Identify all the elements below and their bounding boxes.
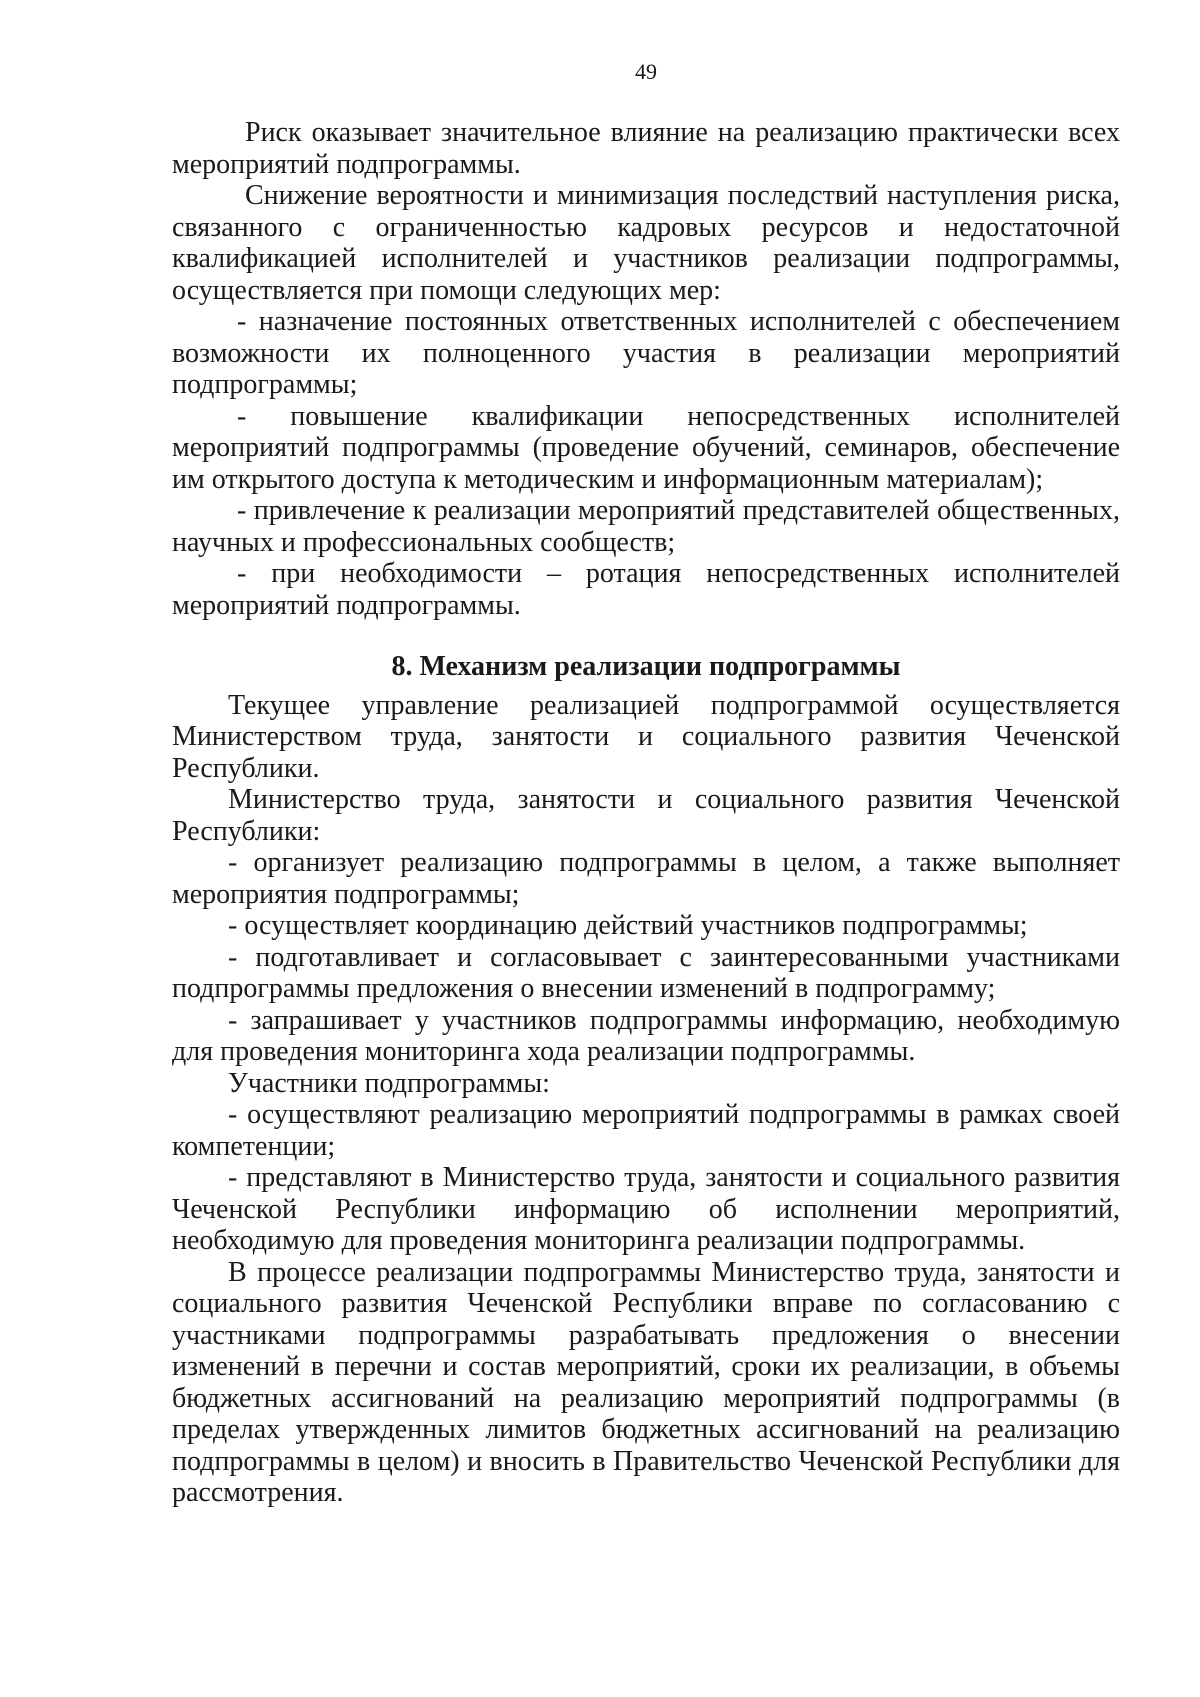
list-item: - повышение квалификации непосредственных исполнителей мероприятий подпрограммы (проведение обучений, семинаров, обеспечение им открытого доступа к методическим и информационным материалам); bbox=[172, 400, 1120, 495]
list-item: - осуществляет координацию действий участников подпрограммы; bbox=[228, 910, 1028, 941]
page-number: 49 bbox=[635, 59, 657, 84]
paragraph-ministry-intro: Министерство труда, занятости и социального развития Чеченской Республики: bbox=[172, 784, 1120, 847]
list-item: - организует реализацию подпрограммы в целом, а также выполняет мероприятия подпрограммы; bbox=[172, 847, 1120, 910]
list-item: - запрашивает у участников подпрограммы информацию, необходимую для проведения мониторинга хода реализации подпрограммы. bbox=[172, 1004, 1120, 1067]
list-item: - при необходимости – ротация непосредственных исполнителей мероприятий подпрограммы. bbox=[172, 558, 1120, 621]
list-item: - привлечение к реализации мероприятий представителей общественных, научных и профессиональных сообществ; bbox=[172, 495, 1120, 558]
paragraph-participants-intro: Участники подпрограммы: bbox=[228, 1067, 550, 1099]
paragraph-risk-mitigation: Снижение вероятности и минимизация последствий наступления риска, связанного с ограниченностью кадровых ресурсов и недостаточной квалификацией исполнителей и участников реализации подпрограммы, осуществляется при помощи следующих мер: bbox=[172, 180, 1120, 306]
list-item: - осуществляют реализацию мероприятий подпрограммы в рамках своей компетенции; bbox=[172, 1099, 1120, 1162]
document-body bbox=[172, 117, 1120, 1509]
list-item: - подготавливает и согласовывает с заинтересованными участниками подпрограммы предложения о внесении изменений в подпрограмму; bbox=[172, 941, 1120, 1004]
list-item: - представляют в Министерство труда, занятости и социального развития Чеченской Республики информацию об исполнении мероприятий, необходимую для проведения мониторинга реализации подпрограммы. bbox=[172, 1162, 1120, 1256]
list-item: - назначение постоянных ответственных исполнителей с обеспечением возможности их полноценного участия в реализации мероприятий подпрограммы; bbox=[172, 306, 1120, 400]
paragraph-current-management: Текущее управление реализацией подпрограммой осуществляется Министерством труда, занятости и социального развития Чеченской Республики. bbox=[172, 689, 1120, 784]
paragraph-amendments-process: В процессе реализации подпрограммы Министерство труда, занятости и социального развития Чеченской Республики вправе по согласованию с участниками подпрограммы разрабатывать предложения о внесении изменений в перечни и состав мероприятий, сроки их реализации, в объемы бюджетных ассигнований на реализацию мероприятий подпрограммы (в пределах утвержденных лимитов бюджетных ассигнований на реализацию подпрограммы в целом) и вносить в Правительство Чеченской Республики для рассмотрения. bbox=[172, 1256, 1120, 1508]
section-heading: 8. Механизм реализации подпрограммы bbox=[391, 651, 901, 682]
paragraph-risk-influence: Риск оказывает значительное влияние на реализацию практически всех мероприятий подпрограммы. bbox=[172, 117, 1120, 180]
